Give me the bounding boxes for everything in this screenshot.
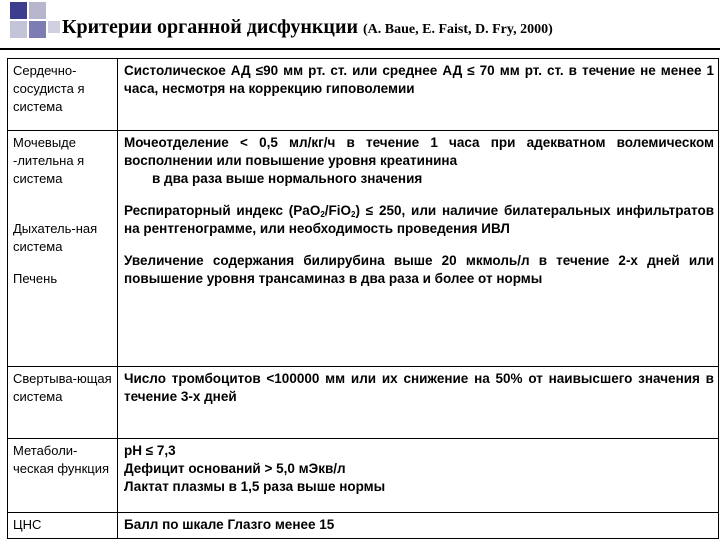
table-row [8, 513, 719, 539]
criteria-text: Балл по шкале Глазго менее 15 [124, 517, 335, 532]
system-label: Метаболи-ческая функция [13, 443, 110, 476]
page-title [62, 16, 712, 39]
criteria-text: Мочеотделение < 0,5 мл/кг/ч в течение 1 часа при адекватном волемическом восполнении или повышение уровня креатинина [124, 135, 714, 168]
criteria-text: в два раза выше нормального значения [152, 171, 423, 186]
criteria-cell [118, 367, 719, 439]
system-cell [8, 439, 118, 513]
table-row [8, 439, 719, 513]
criteria-text: Число тромбоцитов <100000 мм или их снижение на 50% от наивысшего значения в течение 3-х дней [124, 371, 714, 404]
criteria-table [7, 58, 719, 539]
criteria-text: pH ≤ 7,3 [124, 443, 176, 458]
criteria-cell [118, 131, 719, 367]
system-label: Дыхатель-ная система [13, 221, 98, 254]
system-cell [8, 59, 118, 131]
square-mid [29, 21, 46, 38]
square-light [10, 21, 27, 38]
square-light [29, 2, 46, 19]
criteria-cell [118, 59, 719, 131]
criteria-text: Респираторный индекс (PaO$_2$/FiO$_2$) ≤ 250, или наличие билатеральных инфильтратов на рентгенограмме, или необходимость проведения ИВЛ [124, 203, 714, 236]
square-light [48, 21, 60, 33]
criteria-text: Увеличение содержания билирубина выше 20 мкмоль/л в течение 2-х дней или повышение уровня трансаминаз в два раза и более от нормы [124, 253, 714, 286]
criteria-text: Лактат плазмы в 1,5 раза выше нормы [124, 479, 386, 494]
table-row [8, 59, 719, 131]
square-dark [10, 2, 27, 19]
system-cell [8, 367, 118, 439]
criteria-text: Систолическое АД ≤90 мм рт. ст. или среднее АД ≤ 70 мм рт. ст. в течение не менее 1 часа, несмотря на коррекцию гиповолемии [124, 63, 714, 96]
system-label: Печень [13, 271, 58, 286]
table-row [8, 131, 719, 367]
system-label: ЦНС [13, 517, 42, 532]
title-citation: (A. Baue, E. Faist, D. Fry, 2000) [363, 22, 553, 37]
criteria-text: Дефицит оснований > 5,0 мЭкв/л [124, 461, 346, 476]
system-cell [8, 131, 118, 367]
criteria-cell [118, 513, 719, 539]
system-label: Мочевыде -лительна я система [13, 135, 85, 186]
system-label: Сердечно-сосудиста я система [13, 63, 85, 114]
criteria-cell [118, 439, 719, 513]
title-divider [0, 48, 720, 50]
system-label: Свертыва-ющая система [13, 371, 112, 404]
table-row [8, 367, 719, 439]
system-cell [8, 513, 118, 539]
title-text: Критерии органной дисфункции [62, 16, 359, 38]
